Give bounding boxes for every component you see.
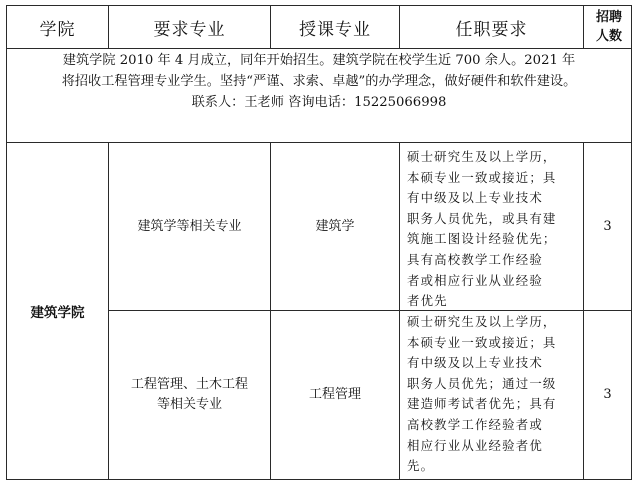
- row-2-req-line-7: 相应行业从业经验者优: [407, 437, 543, 453]
- col-divider-4-header: [583, 5, 584, 49]
- row-1-req-line-4: 职务人员优先，或具有建: [407, 210, 557, 226]
- row-2-req-line-2: 本硕专业一致或接近；具: [407, 334, 557, 350]
- row-1-teaching: 建筑学: [315, 218, 355, 234]
- row-1-req-line-1: 硕士研究生及以上学历，: [407, 149, 557, 164]
- header-requirements: 任职要求: [455, 19, 528, 40]
- row-2-requirements: [407, 312, 579, 477]
- row-2-major-line-2: 等相关专业: [156, 397, 222, 412]
- row-1-req-line-8: 者优先: [407, 293, 448, 309]
- table-border-bottom: [6, 479, 632, 480]
- row-1-req-line-7: 者或相应行业从业经验: [407, 272, 543, 288]
- header-major: 要求专业: [153, 19, 226, 40]
- row-2-req-line-3: 有中级及以上专业技术: [407, 355, 543, 371]
- header-divider: [6, 48, 632, 49]
- row-2-req-line-8: 先。: [407, 458, 435, 474]
- row-2-count: 3: [603, 387, 612, 402]
- intro-line-2: 将招收工程管理专业学生。坚持“严谨、求索、卓越”的办学理念，做好硬件和软件建设。: [61, 74, 577, 89]
- row-2-req-line-5: 建造师考试者优先；具有: [407, 396, 557, 412]
- intro-line-3: 联系人：王老师 咨询电话：15225066998: [191, 95, 447, 110]
- row-1-req-line-6: 具有高校教学工作经验: [407, 251, 543, 267]
- college-intro: [6, 50, 632, 113]
- header-count: 招聘人数: [595, 10, 622, 44]
- row-2-teaching: 工程管理: [308, 387, 361, 402]
- row-2-req-line-6: 高校教学工作经验者或: [407, 416, 543, 432]
- row-1-requirements: [407, 147, 579, 312]
- row-2-req-line-4: 职务人员优先；通过一级: [407, 375, 557, 391]
- row-2-major: [109, 311, 270, 479]
- row-2-req-line-1: 硕士研究生及以上学历，: [407, 314, 557, 329]
- college-name: 建筑学院: [30, 305, 85, 321]
- header-college: 学院: [39, 19, 76, 40]
- row-1-major-line-1: 建筑学等相关专业: [137, 218, 242, 234]
- row-1-count: 3: [603, 218, 612, 234]
- row-1-req-line-5: 筑施工图设计经验优先；: [407, 231, 557, 247]
- header-teaching: 授课专业: [299, 19, 371, 40]
- intro-line-1: 建筑学院 2010 年 4 月成立，同年开始招生。建筑学院在校学生近 700 余人。2021 年: [62, 53, 576, 68]
- col-divider-3-body: [399, 142, 400, 480]
- row-1-req-line-2: 本硕专业一致或接近；具: [407, 169, 557, 185]
- row-2-major-line-1: 工程管理、土木工程: [130, 377, 248, 392]
- row-1-req-line-3: 有中级及以上专业技术: [407, 190, 543, 206]
- row-1-major: [109, 143, 270, 310]
